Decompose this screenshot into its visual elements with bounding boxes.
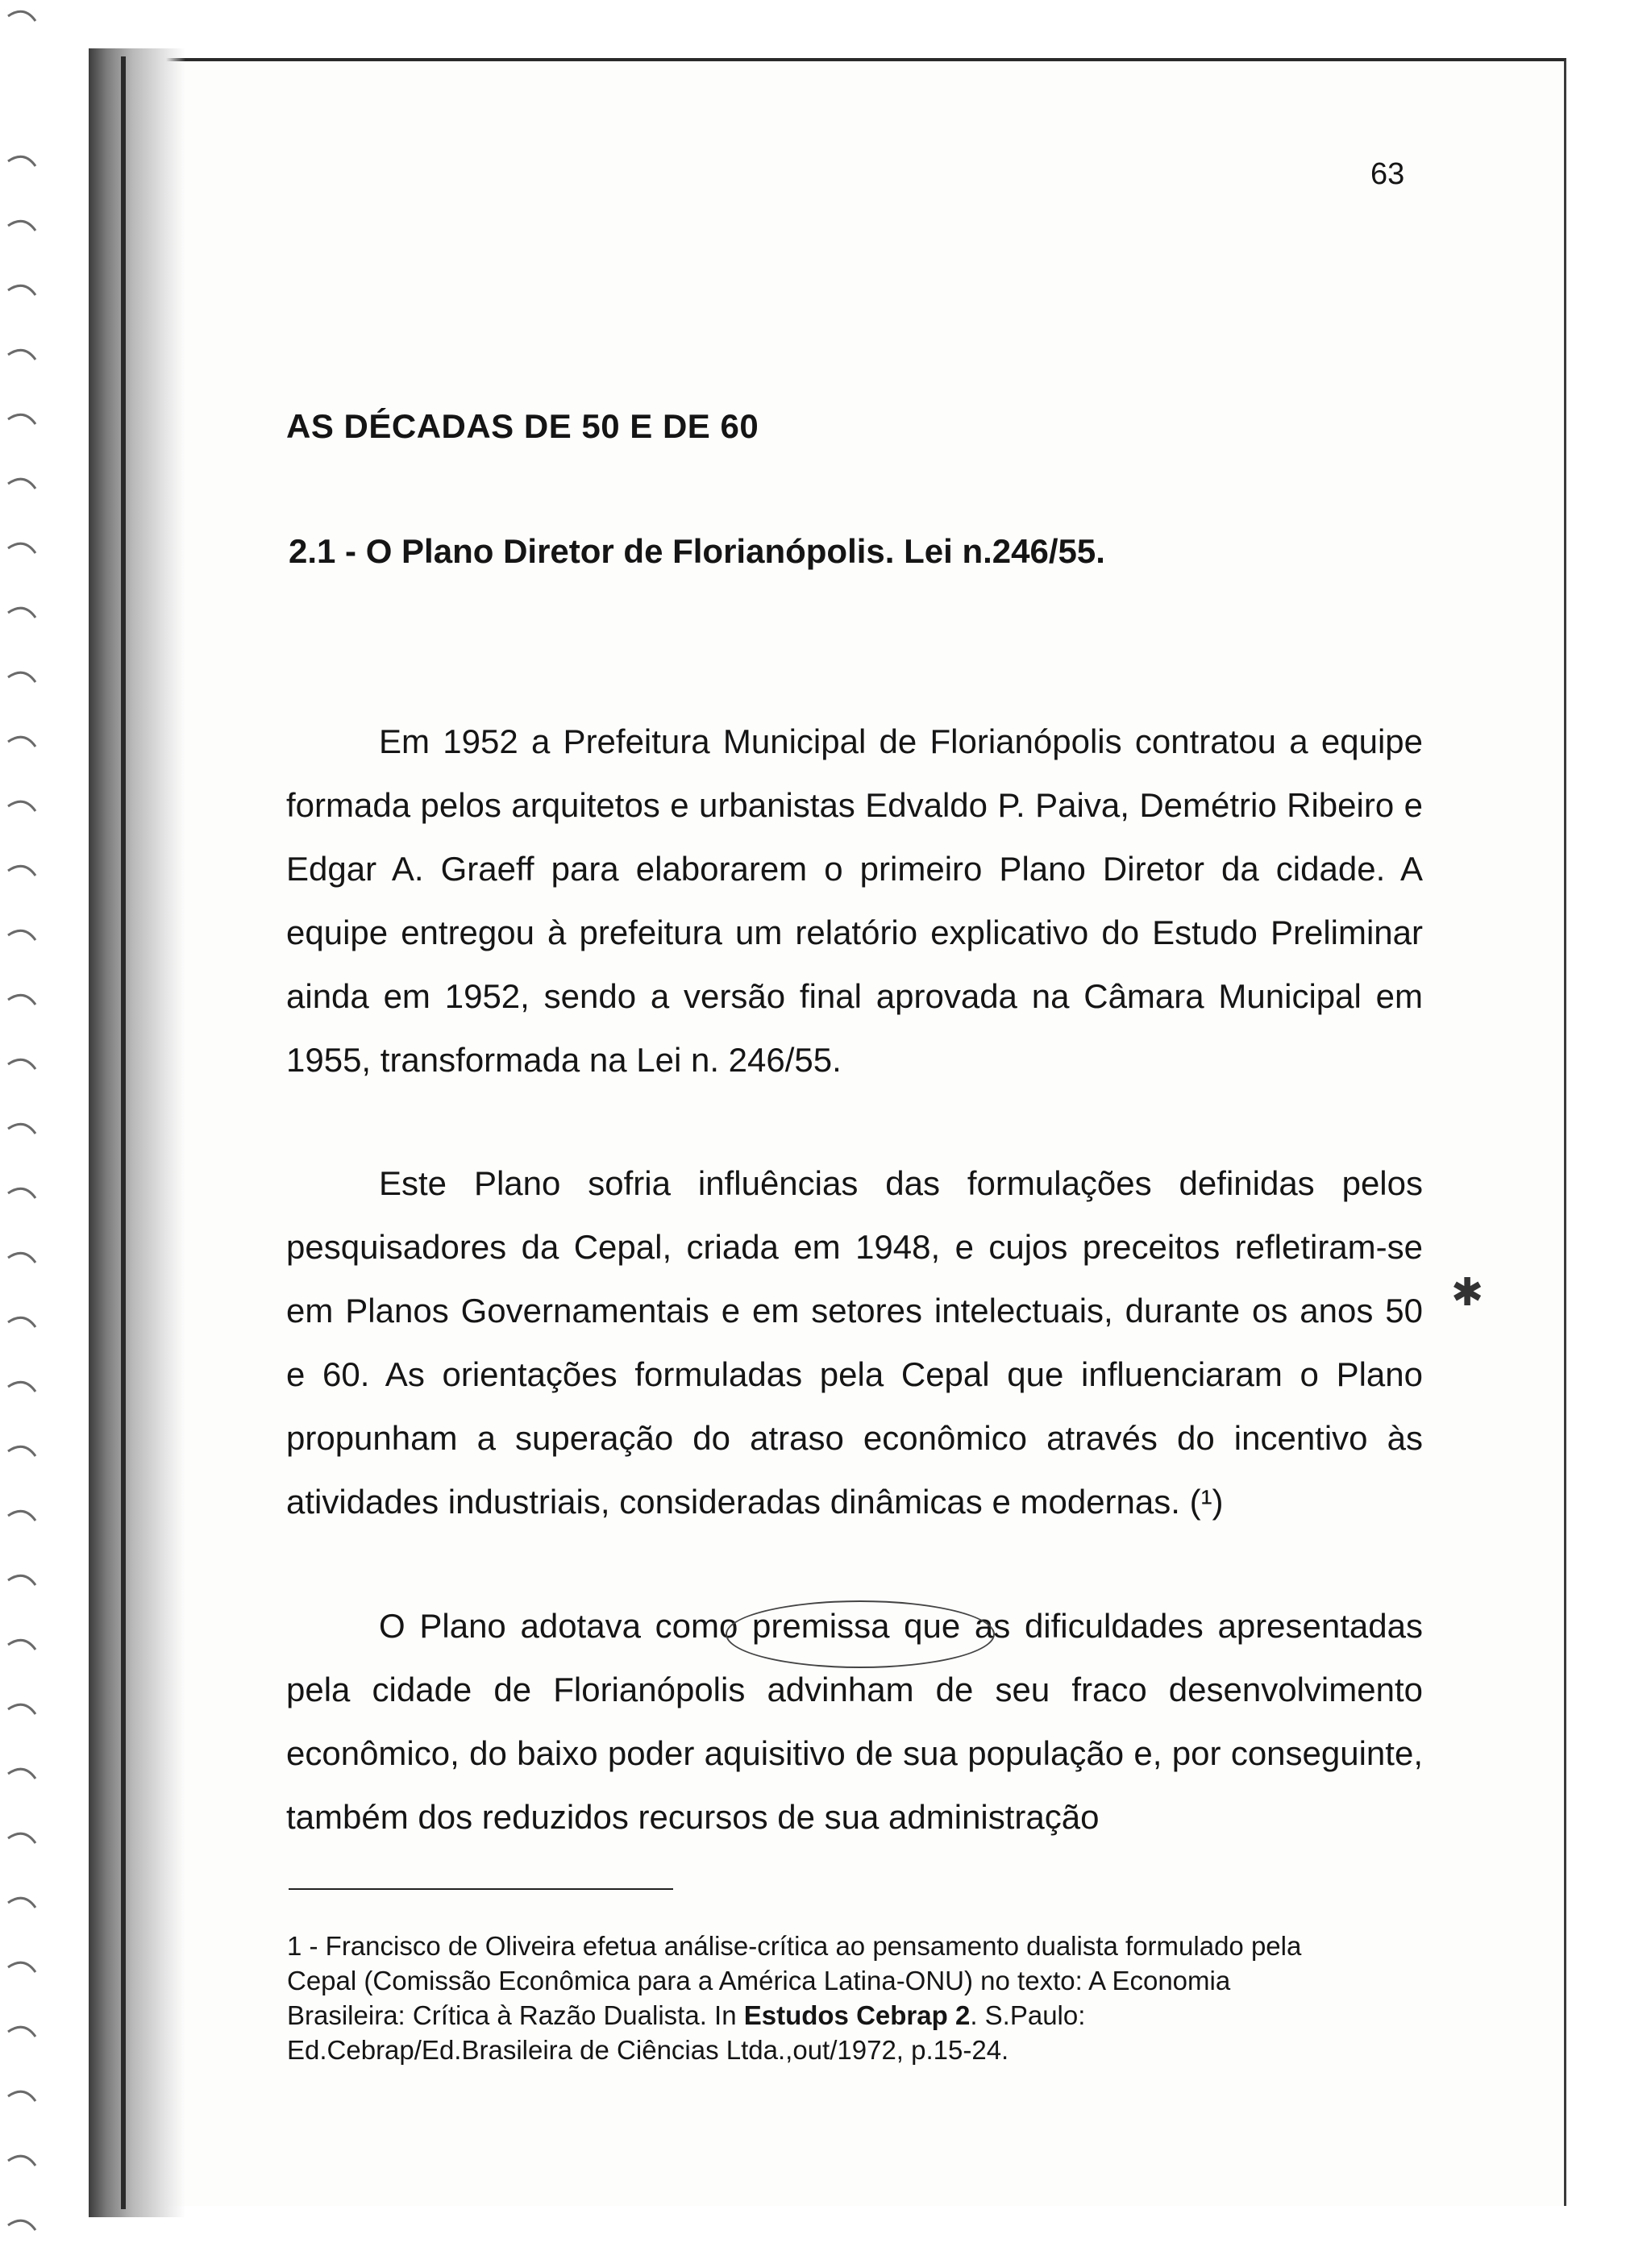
binding-shadow	[89, 48, 185, 2217]
chapter-heading: AS DÉCADAS DE 50 E DE 60	[286, 407, 759, 445]
binder-perforations	[0, 0, 64, 2268]
handwritten-circle-annotation	[726, 1600, 995, 1668]
binding-edge	[121, 56, 126, 2209]
footnote-text-bold: Estudos Cebrap 2	[743, 2000, 971, 2030]
footnote-text-part2: . S.Paulo: Ed.Cebrap/Ed.Brasileira de Ciências Ltda.,out/1972, p.15-24.	[287, 2000, 1086, 2065]
footnote-text-part1: 1 - Francisco de Oliveira efetua análise-crítica ao pensamento dualista formulado pela Cepal (Comissão Econômica para a América Latina-ONU) no texto: A Economia Brasileira: Crítica à Razão Dualista. In	[287, 1931, 1302, 2030]
margin-asterisk-mark: ✱	[1451, 1271, 1484, 1314]
section-heading: 2.1 - O Plano Diretor de Florianópolis. Lei n.246/55.	[289, 532, 1105, 570]
paragraph-2: Este Plano sofria influências das formulações definidas pelos pesquisadores da Cepal, criada em 1948, e cujos preceitos refletiram-se em Planos Governamentais e em setores intelectuais, durante os anos 50 e 60. As orientações formuladas pela Cepal que influenciaram o Plano propunham a superação do atraso econômico através do incentivo às atividades industriais, consideradas dinâmicas e modernas. (¹)	[286, 1164, 1423, 1521]
paragraph-1: Em 1952 a Prefeitura Municipal de Florianópolis contratou a equipe formada pelos arquitetos e urbanistas Edvaldo P. Paiva, Demétrio Ribeiro e Edgar A. Graeff para elaborarem o primeiro Plano Diretor da cidade. A equipe entregou à prefeitura um relatório explicativo do Estudo Preliminar ainda em 1952, sendo a versão final aprovada na Câmara Municipal em 1955, transformada na Lei n. 246/55.	[286, 722, 1423, 1079]
paragraph-3: O Plano adotava como premissa que as dificuldades apresentadas pela cidade de Florianópolis advinham de seu fraco desenvolvimento econômico, do baixo poder aquisitivo de sua população e, por conseguinte, também dos reduzidos recursos de sua administração	[286, 1607, 1423, 1836]
document-page	[89, 58, 1566, 2206]
footnote-divider	[289, 1888, 673, 1890]
footnote	[287, 1929, 1303, 2067]
page-number: 63	[1370, 157, 1405, 191]
